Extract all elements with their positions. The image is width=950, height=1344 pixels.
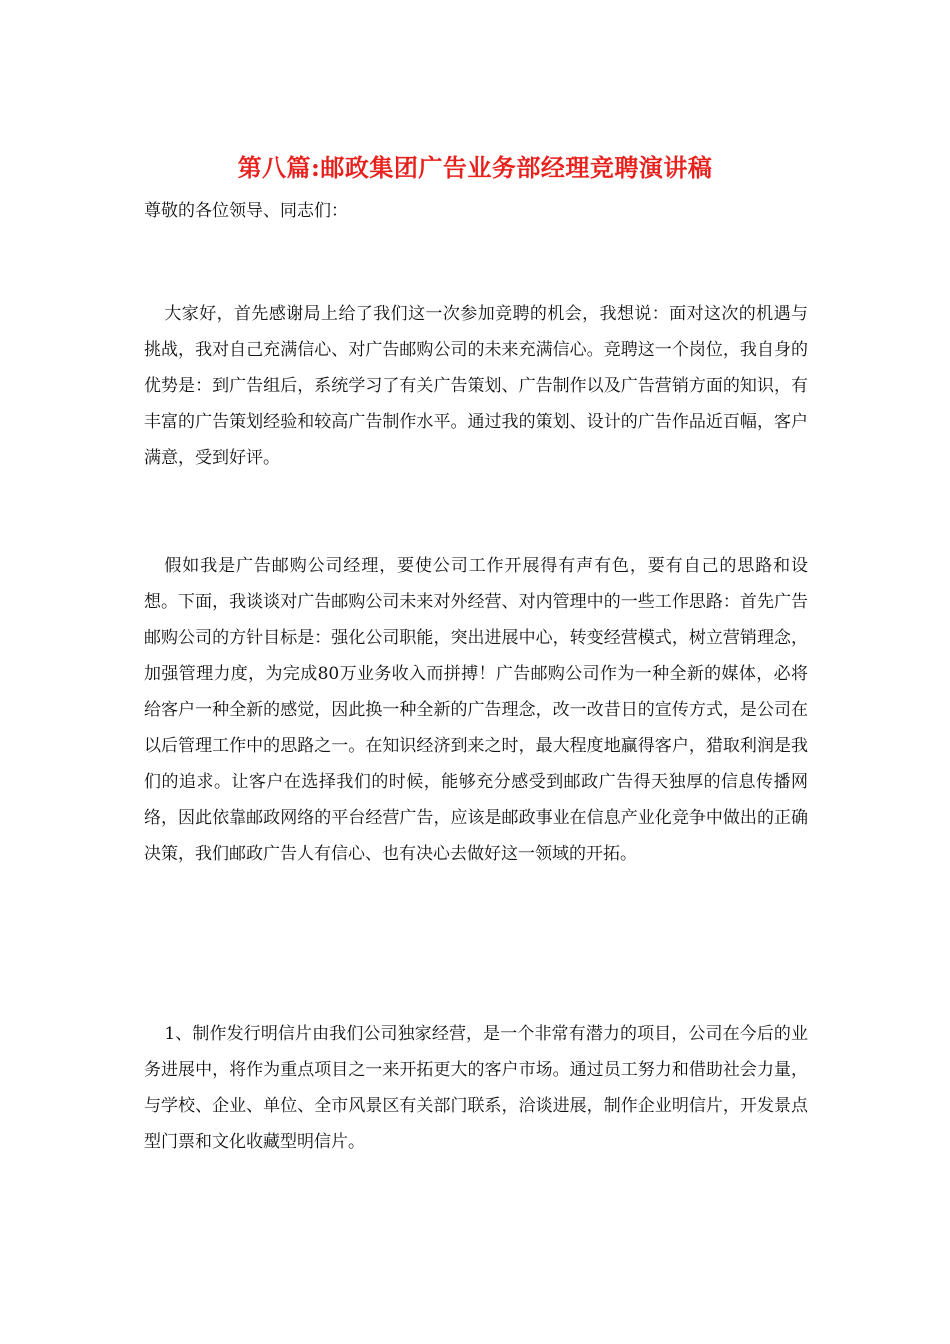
body-paragraph-1: 大家好，首先感谢局上给了我们这一次参加竞聘的机会，我想说：面对这次的机遇与挑战，我对自己充满信心、对广告邮购公司的未来充满信心。竞聘这一个岗位，我自身的优势是：到广告组后，系统学习了有关广告策划、广告制作以及广告营销方面的知识，有丰富的广告策划经验和较高广告制作水平。通过我的策划、设计的广告作品近百幅，客户满意，受到好评。: [144, 304, 808, 468]
page-title: 第八篇:邮政集团广告业务部经理竞聘演讲稿: [237, 153, 713, 182]
body-paragraph-3: 1、制作发行明信片由我们公司独家经营，是一个非常有潜力的项目，公司在今后的业务进展中，将作为重点项目之一来开拓更大的客户市场。通过员工努力和借助社会力量，与学校、企业、单位、全市风景区有关部门联系，洽谈进展，制作企业明信片，开发景点型门票和文化收藏型明信片。: [144, 1024, 808, 1152]
salutation: 尊敬的各位领导、同志们：: [144, 201, 348, 221]
body-paragraph-2: 假如我是广告邮购公司经理，要使公司工作开展得有声有色，要有自己的思路和设想。下面，我谈谈对广告邮购公司未来对外经营、对内管理中的一些工作思路：首先广告邮购公司的方针目标是：强化公司职能，突出进展中心，转变经营模式，树立营销理念，加强管理力度，为完成80万业务收入而拼搏！广告邮购公司作为一种全新的媒体，必将给客户一种全新的感觉，因此换一种全新的广告理念，改一改昔日的宣传方式，是公司在以后管理工作中的思路之一。在知识经济到来之时，最大程度地赢得客户，猎取利润是我们的追求。让客户在选择我们的时候，能够充分感受到邮政广告得天独厚的信息传播网络，因此依靠邮政网络的平台经营广告，应该是邮政事业在信息产业化竞争中做出的正确决策，我们邮政广告人有信心、也有决心去做好这一领域的开拓。: [144, 556, 808, 864]
